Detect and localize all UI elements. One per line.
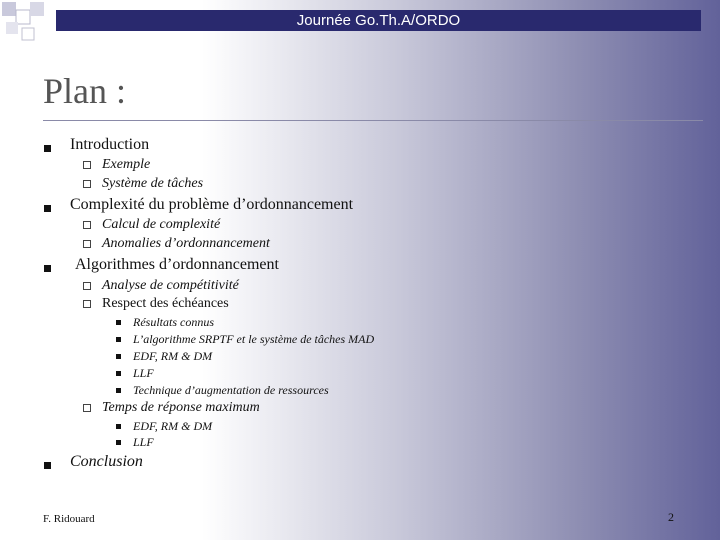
- subitem-augmentation: Technique d’augmentation de ressources: [133, 383, 329, 397]
- bullet-hollow-square-icon: [83, 161, 91, 169]
- bullet-square-icon: [44, 145, 51, 152]
- page-number: 2: [668, 510, 674, 524]
- subitem-edf-rm-dm-2: EDF, RM & DM: [133, 419, 213, 433]
- header-title: Journée Go.Th.A/ORDO: [296, 12, 461, 29]
- bullet-small-square-icon: [116, 354, 121, 359]
- header-bar: [56, 10, 701, 31]
- item-respect-echeances: Respect des échéances: [102, 296, 229, 311]
- item-temps-reponse: Temps de réponse maximum: [102, 400, 260, 415]
- bullet-small-square-icon: [116, 388, 121, 393]
- bullet-small-square-icon: [116, 337, 121, 342]
- bullet-small-square-icon: [116, 424, 121, 429]
- item-systeme-taches: Système de tâches: [102, 176, 204, 191]
- footer-author: F. Ridouard: [43, 513, 95, 525]
- subitem-resultats: Résultats connus: [133, 315, 214, 329]
- subitem-srptf: L’algorithme SRPTF et le système de tâches MAD: [133, 332, 375, 346]
- bullet-square-icon: [44, 265, 51, 272]
- bullet-hollow-square-icon: [83, 282, 91, 290]
- item-competitivite: Analyse de compétitivité: [102, 278, 239, 293]
- bullet-hollow-square-icon: [83, 404, 91, 412]
- subitem-llf-2: LLF: [133, 435, 154, 449]
- bullet-square-icon: [44, 205, 51, 212]
- bullet-hollow-square-icon: [83, 300, 91, 308]
- section-conclusion: Conclusion: [70, 453, 143, 470]
- slide-title: Plan :: [43, 71, 127, 111]
- subitem-edf-rm-dm: EDF, RM & DM: [133, 349, 213, 363]
- section-introduction: Introduction: [70, 136, 150, 153]
- bullet-small-square-icon: [116, 320, 121, 325]
- bullet-small-square-icon: [116, 440, 121, 445]
- corner-decoration: [0, 0, 56, 44]
- section-algorithmes: Algorithmes d’ordonnancement: [75, 256, 279, 273]
- item-anomalies: Anomalies d’ordonnancement: [102, 236, 270, 251]
- section-complexite: Complexité du problème d’ordonnancement: [70, 196, 354, 213]
- bullet-small-square-icon: [116, 371, 121, 376]
- item-calcul-complexite: Calcul de complexité: [102, 217, 221, 232]
- bullet-hollow-square-icon: [83, 180, 91, 188]
- item-exemple: Exemple: [102, 157, 151, 172]
- bullet-hollow-square-icon: [83, 240, 91, 248]
- bullet-square-icon: [44, 462, 51, 469]
- title-divider: [43, 120, 703, 121]
- subitem-llf: LLF: [133, 366, 154, 380]
- bullet-hollow-square-icon: [83, 221, 91, 229]
